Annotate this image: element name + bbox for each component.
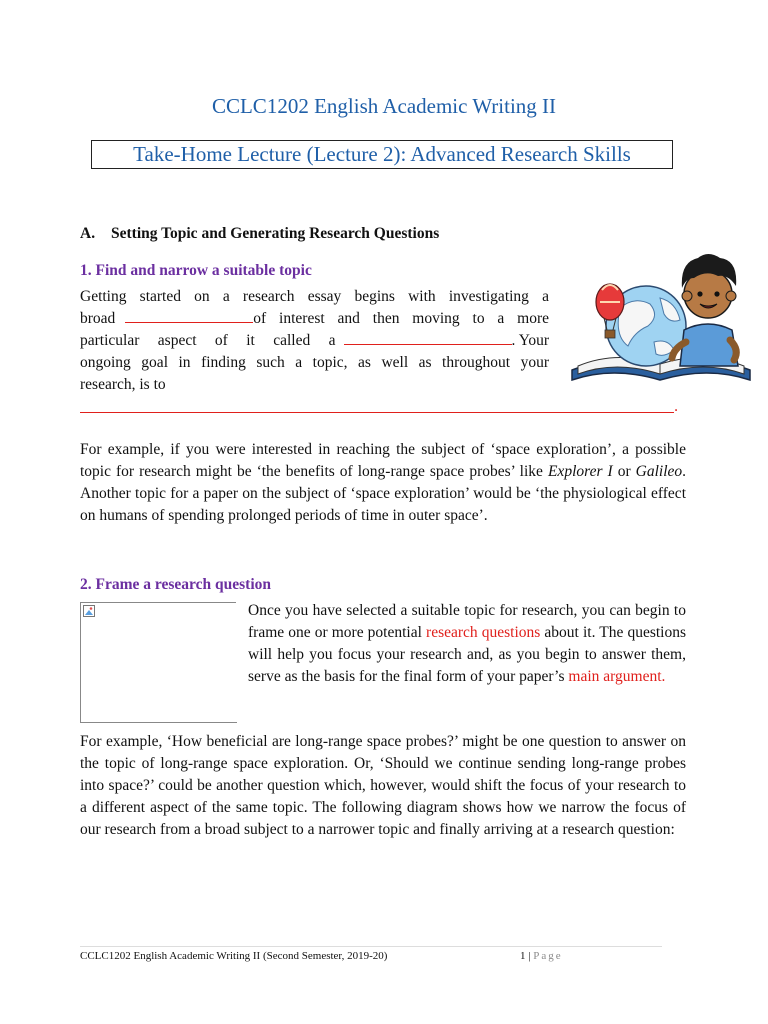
- p1-end-period: .: [674, 398, 678, 415]
- paragraph-topic: [80, 286, 549, 396]
- paragraph-research-question: [248, 600, 686, 688]
- document-title: CCLC1202 English Academic Writing II: [211, 94, 557, 118]
- p1-line3-end: . Your: [511, 332, 549, 349]
- subheading-2: 2. Frame a research question: [80, 576, 271, 593]
- p1-line5: research, is to: [80, 376, 166, 393]
- p2-explorer: Explorer I: [547, 463, 613, 480]
- p3-text-b: about it. The questions will help you focus your research and, as you begin to answer them, serve as the basis for the final form of your paper’s: [248, 624, 687, 685]
- boy-reading-globe-balloon-icon: [568, 250, 758, 390]
- lecture-subtitle: Take-Home Lecture (Lecture 2): Advanced Research Skills: [91, 140, 673, 169]
- p2-text-a: For example, if you were interested in reaching the subject of ‘space exploration’, a possible topic for research might be ‘the benefits of long-range space probes’ like: [80, 441, 686, 480]
- footer-page-number: [520, 950, 563, 962]
- paragraph-example-questions: For example, ‘How beneficial are long-range space probes?’ might be one question to answer on the topic of long-range space exploration. Or, ‘Should we continue sending long-range probes into space?’ could be another question which, however, would shift the focus of your research to a different aspect of the same topic. The following diagram shows how we narrow the focus of our research from a broad subject to a narrower topic and finally arriving at a research question:: [80, 733, 686, 838]
- p1-line2: [80, 308, 549, 330]
- page-label: Page: [533, 950, 563, 962]
- blank-ongoing-goal: [80, 396, 674, 413]
- p3-text-a: Once you have selected a suitable topic for research, you can begin to frame one or more potential: [248, 602, 686, 641]
- p1-line3: [80, 330, 549, 352]
- p2-or: or: [617, 463, 631, 480]
- blank-topic: [344, 330, 512, 345]
- p1-long-blank-row: [80, 396, 678, 418]
- section-a-label: Setting Topic and Generating Research Questions: [111, 225, 440, 242]
- broken-image-icon: [83, 605, 95, 617]
- footer-divider: [80, 946, 662, 947]
- p3-main-argument: main argument.: [568, 668, 666, 685]
- section-a-heading: [80, 225, 439, 243]
- p1-line1: Getting started on a research essay begins with investigating a: [80, 288, 549, 305]
- subheading-1: 1. Find and narrow a suitable topic: [80, 262, 312, 279]
- p1-broad-word: broad: [80, 310, 116, 327]
- section-a-number: A.: [80, 225, 96, 242]
- paragraph-example-topics: [80, 439, 686, 527]
- p2-text-c: . Another topic for a paper on the subject of ‘space exploration’ would be ‘the physiological effect on humans of spending prolonged periods of time in outer space’.: [80, 463, 687, 524]
- p1-line2-rest: of interest and then moving to a more: [253, 310, 549, 327]
- p2-galileo: Galileo: [635, 463, 683, 480]
- p1-line3-start: particular aspect of it called a: [80, 332, 336, 349]
- blank-broad-subject: [125, 308, 253, 323]
- p1-line4: ongoing goal in finding such a topic, as well as throughout your: [80, 354, 549, 371]
- image-placeholder: [80, 602, 236, 723]
- p3-research-questions: research questions: [426, 624, 541, 641]
- page-number: 1: [520, 950, 526, 962]
- page-separator: |: [528, 950, 531, 962]
- footer-course: CCLC1202 English Academic Writing II (Second Semester, 2019-20): [80, 950, 388, 962]
